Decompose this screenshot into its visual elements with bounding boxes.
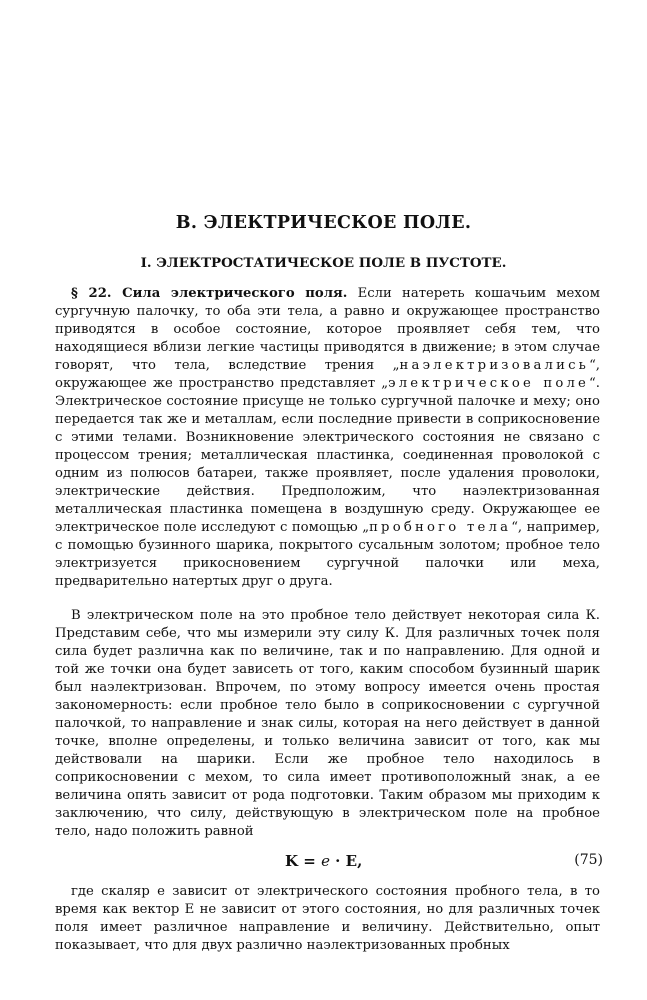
- paragraph-text: “, например, с помощью бузинного шарика, покрытого сусальным золотом; пробное тело электризуется прикосновением сургучной палочки или меха, предварительно натертых друг о друга.: [55, 520, 600, 589]
- paragraph-continuation: [55, 883, 600, 955]
- equation-number: (75): [574, 852, 603, 868]
- sub-heading: I. ЭЛЕКТРОСТАТИЧЕСКОЕ ПОЛЕ В ПУСТОТЕ.: [140, 255, 507, 271]
- paragraph-text: где скаляр e зависит от электрического состояния пробного тела, в то время как вектор E не зависит от этого состояния, но для различных точек поля имеет различное направление и величину. Действительно, опыт показывает, что для двух различно наэлектризованных пробных: [55, 884, 600, 953]
- scalar-symbol: e: [321, 852, 330, 870]
- paragraph-text: В электрическом поле на это пробное тело действует некоторая сила К. Представим себе, что мы измерили эту силу К. Для различных точек поля сила будет различна как по величине, так и по направлению. Для одной и той же точки она будет зависеть от того, каким способом бузинный шарик был наэлектризован. Впрочем, по этому вопросу имеется очень простая закономерность: если пробное тело было в соприкосновении с сургучной палочкой, то направление и знак силы, которая на него действует в данной точке, вполне определены, и только величина зависит от того, как мы действовали на шарики. Если же пробное тело находилось в соприкосновении с мехом, то сила имеет противоположный знак, а ее величина опять зависит от рода подготовки. Таким образом мы приходим к заключению, что силу, действующую в электрическом поле на пробное тело, надо положить равной: [55, 608, 600, 839]
- paragraph-text: “, окружающее же пространство представляет „: [55, 358, 600, 391]
- paragraph-text: Если натереть кошачьим мехом сургучную палочку, то оба эти тела, а равно и окружающее пространство приводятся в особое состояние, которое проявляет себя тем, что находящиеся вблизи легкие частицы приводятся в движение; в этом случае говорят, что тела, вследствие трения „: [55, 286, 600, 373]
- force-vector-symbol: K: [285, 852, 299, 870]
- dot-operator: ·: [329, 852, 346, 870]
- field-vector-symbol: E: [345, 852, 358, 870]
- equals-sign: =: [298, 852, 322, 870]
- equation-expression: [285, 852, 362, 870]
- paragraph-force: [55, 607, 600, 841]
- spaced-term: пробного тела: [369, 520, 512, 535]
- equation-75: [0, 852, 647, 872]
- paragraph-22: [55, 285, 600, 591]
- paragraph-lead: § 22. Сила электрического поля.: [71, 286, 348, 301]
- spaced-term: электрическое поле: [388, 376, 590, 391]
- section-heading: B. ЭЛЕКТРИЧЕСКОЕ ПОЛЕ.: [175, 213, 472, 233]
- spaced-term: наэлектризовались: [399, 358, 590, 373]
- paragraph-text: “. Электрическое состояние присуще не только сургучной палочке и меху; оно передается так же и металлам, если последние привести в соприкосновение с этими телами. Возникновение электрического состояния не связано с процессом трения; металлическая пластинка, соединенная проволокой с одним из полюсов батареи, также проявляет, после удаления проволоки, электрические действия. Предположим, что наэлектризованная металлическая пластинка помещена в воздушную среду. Окружающее ее электрическое поле исследуют с помощью „: [55, 376, 600, 535]
- equation-comma: ,: [357, 852, 363, 870]
